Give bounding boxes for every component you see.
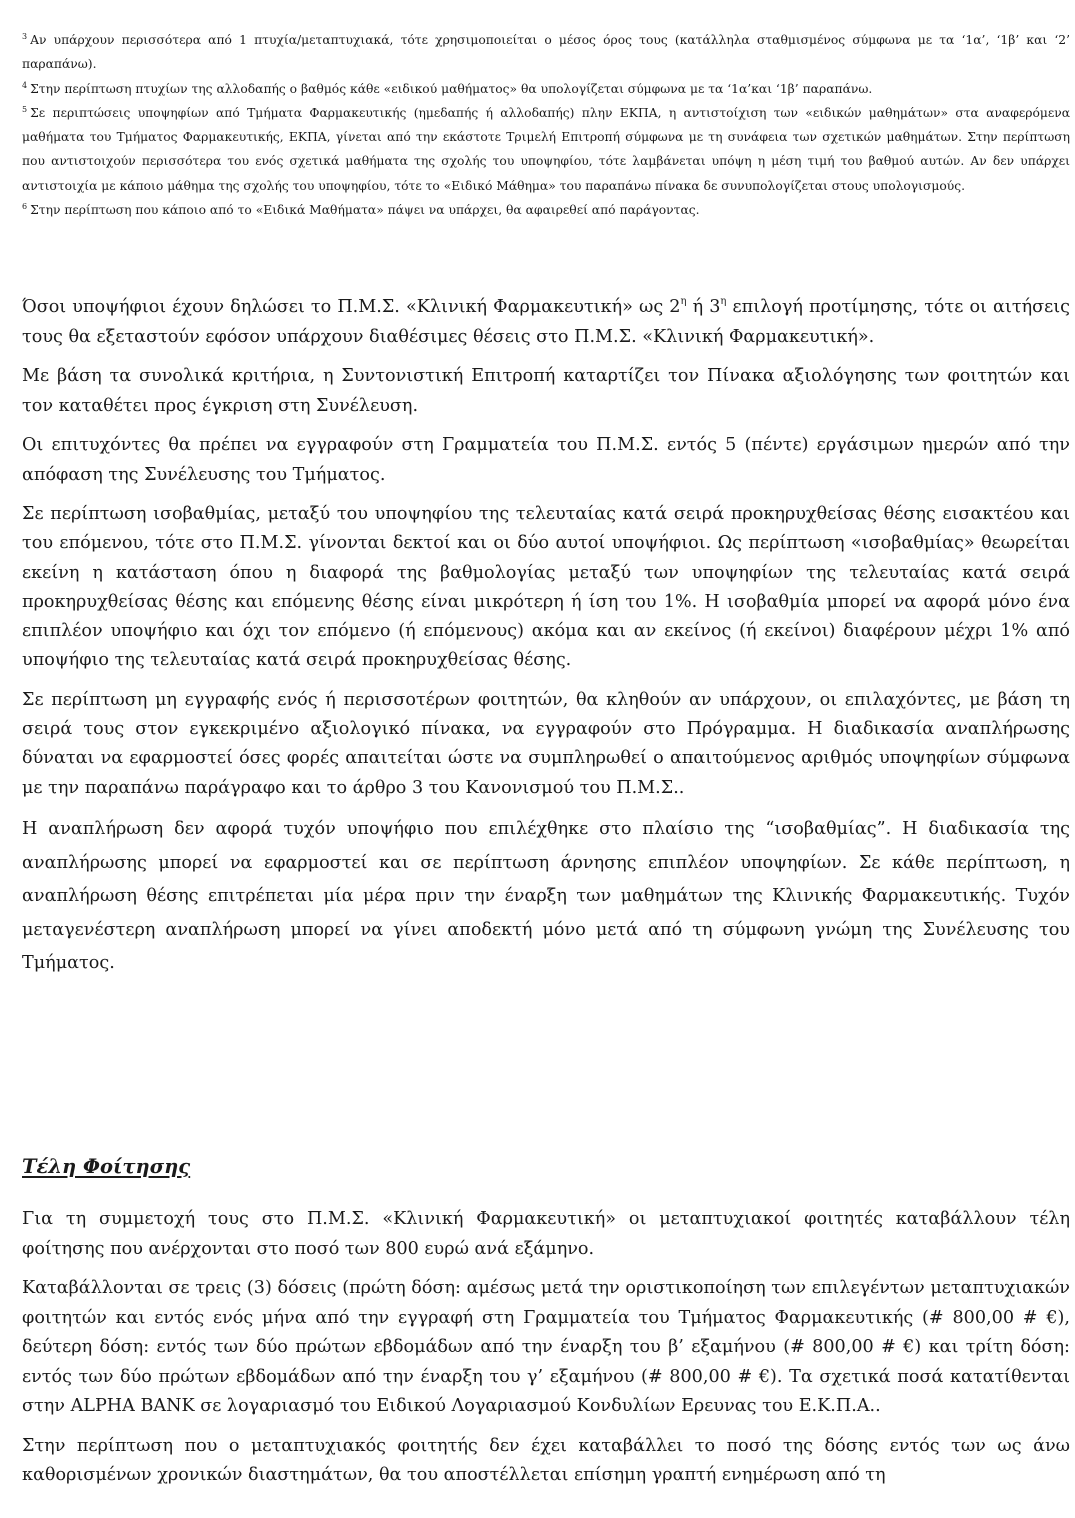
paragraph-tie: Σε περίπτωση ισοβαθμίας, μεταξύ του υποψηφίου της τελευταίας κατά σειρά προκηρυχθείσας θέσης εισακτέου και του επόμενου, τότε στο Π.Μ.Σ. γίνονται δεκτοί και οι δύο αυτοί υποψήφιοι. Ως περίπτωση «ισοβαθμίας» θεωρείται εκείνη η κατάσταση όπου η διαφορά της βαθμολογίας μεταξύ των υποψηφίων της τελευταίας κατά σειρά προκηρυχθείσας θέσης και επόμενης θέσης είναι μικρότερη ή ίση του 1%. Η ισοβαθμία μπορεί να αφορά μόνο ένα επιπλέον υποψήφιο και όχι τον επόμενο (ή επόμενους) ακόμα και αν εκείνος (ή εκείνοι) διαφέρουν μέχρι 1% από υποψήφιο της τελευταίας κατά σειρά προκηρυχθείσας θέσης.: [22, 504, 1070, 671]
paragraph-fees-installments: Καταβάλλονται σε τρεις (3) δόσεις (πρώτη δόση: αμέσως μετά την οριστικοποίηση των επιλεγέντων μεταπτυχιακών φοιτητών και εντός ενός μήνα από την εγγραφή στη Γραμματεία του Τμήματος Φαρμακευτικής (# 800,00 # €), δεύτερη δόση: εντός των δύο πρώτων εβδομάδων από την έναρξη του β’ εξαμήνου (# 800,00 # €) και τρίτη δόση: εντός των δύο πρώτων εβδομάδων από την έναρξη του γ’ εξαμήνου (# 800,00 # €). Τα σχετικά ποσά κατατίθενται στην ALPHA BANK σε λογαριασμό του Ειδικού Λογαριασμού Κονδυλίων Ερευνας του Ε.Κ.Π.Α..: [22, 1278, 1070, 1416]
footnote-marker: 5: [22, 104, 28, 114]
body-text: [22, 293, 1070, 981]
section-title-tuition-fees: Τέλη Φοίτησης: [22, 1155, 191, 1178]
superscript-eta: η: [720, 296, 727, 307]
paragraph-text: επιλογή προτίμησης, τότε οι αιτήσεις τους θα εξεταστούν εφόσον υπάρχουν διαθέσιμες θέσεις στο Π.Μ.Σ. «Κλινική Φαρμακευτική».: [22, 297, 1070, 347]
paragraph-preference-choices: [22, 293, 1070, 352]
footnote-text: Αν υπάρχουν περισσότερα από 1 πτυχία/μεταπτυχιακά, τότε χρησιμοποιείται ο μέσος όρος τους (κατάλληλα σταθμισμένος σύμφωνα με τα ‘1α’, ‘1β’ και ‘2’ παραπάνω).: [22, 33, 1070, 72]
paragraph-replacement: Η αναπλήρωση δεν αφορά τυχόν υποψήφιο που επιλέχθηκε στο πλαίσιο της “ισοβαθμίας”. Η διαδικασία της αναπλήρωσης μπορεί να εφαρμοστεί και σε περίπτωση άρνησης επιπλέον υποψηφίων. Σε κάθε περίπτωση, η αναπλήρωση θέσης επιτρέπεται μία μέρα πριν την έναρξη των μαθημάτων της Κλινικής Φαρμακευτικής. Τυχόν μεταγενέστερη αναπλήρωση μπορεί να γίνει αποδεκτή μόνο μετά από τη σύμφωνη γνώμη της Συνέλευσης του Τμήματος.: [22, 818, 1070, 974]
paragraph-fees-late-payment: Στην περίπτωση που ο μεταπτυχιακός φοιτητής δεν έχει καταβάλλει το ποσό της δόσης εντός των ως άνω καθορισμένων χρονικών διαστημάτων, θα του αποστέλλεται επίσημη γραπτή ενημέρωση από τη: [22, 1435, 1070, 1485]
footnotes: [22, 28, 1070, 222]
paragraph-evaluation-table: Με βάση τα συνολικά κριτήρια, η Συντονιστική Επιτροπή καταρτίζει τον Πίνακα αξιολόγησης των φοιτητών και τον καταθέτει προς έγκριση στη Συνέλευση.: [22, 366, 1070, 416]
footnote-text: Σε περιπτώσεις υποψηφίων από Τμήματα Φαρμακευτικής (ημεδαπής ή αλλοδαπής) πλην ΕΚΠΑ, η αντιστοίχιση των «ειδικών μαθημάτων» στα αναφερόμενα μαθήματα του Τμήματος Φαρμακευτικής, ΕΚΠΑ, γίνεται από την εκάστοτε Τριμελή Επιτροπή σύμφωνα με τη συνάφεια των σχετικών μαθημάτων. Στην περίπτωση που αντιστοιχούν περισσότερα του ενός σχετικά μαθήματα της σχολής του υποψηφίου, τότε λαμβάνεται υπόψη η μέση τιμή του βαθμού αυτών. Αν δεν υπάρχει αντιστοιχία με κάποιο μάθημα της σχολής του υποψηφίου, τότε το «Ειδικό Μάθημα» του παραπάνω πίνακα δε συνυπολογίζεται στους υπολογισμούς.: [22, 105, 1070, 193]
footnote-marker: 4: [22, 80, 28, 90]
footnote-marker: 3: [22, 32, 28, 41]
footnote-marker: 6: [22, 202, 28, 212]
paragraph-registration: Οι επιτυχόντες θα πρέπει να εγγραφούν στη Γραμματεία του Π.Μ.Σ. εντός 5 (πέντε) εργάσιμων ημερών από την απόφαση της Συνέλευσης του Τμήματος.: [22, 435, 1070, 485]
superscript-eta: η: [680, 296, 687, 307]
footnote-3: [22, 28, 1070, 77]
paragraph-text: ή 3: [686, 297, 721, 317]
footnote-6: [22, 198, 1070, 222]
fees-section-text: [22, 1205, 1070, 1501]
footnote-text: Στην περίπτωση που κάποιο από το «Ειδικά Μαθήματα» πάψει να υπάρχει, θα αφαιρεθεί από παράγοντας.: [30, 203, 700, 218]
paragraph-fees-amount: Για τη συμμετοχή τους στο Π.Μ.Σ. «Κλινική Φαρμακευτική» οι μεταπτυχιακοί φοιτητές καταβάλλουν τέλη φοίτησης που ανέρχονται στο ποσό των 800 ευρώ ανά εξάμηνο.: [22, 1209, 1070, 1259]
paragraph-non-registration: Σε περίπτωση μη εγγραφής ενός ή περισσοτέρων φοιτητών, θα κληθούν αν υπάρχουν, οι επιλαχόντες, με βάση τη σειρά τους στον εγκεκριμένο αξιολογικό πίνακα, να εγγραφούν στο Πρόγραμμα. Η διαδικασία αναπλήρωσης δύναται να εφαρμοστεί όσες φορές απαιτείται ώστε να συμπληρωθεί ο απαιτούμενος αριθμός υποψηφίων σύμφωνα με την παραπάνω παράγραφο και το άρθρο 3 του Κανονισμού του Π.Μ.Σ..: [22, 689, 1070, 798]
paragraph-text: Όσοι υποψήφιοι έχουν δηλώσει το Π.Μ.Σ. «Κλινική Φαρμακευτική» ως 2: [22, 297, 681, 317]
footnote-text: Στην περίπτωση πτυχίων της αλλοδαπής ο βαθμός κάθε «ειδικού μαθήματος» θα υπολογίζεται σύμφωνα με τα ‘1α’και ‘1β’ παραπάνω.: [30, 81, 873, 96]
footnote-5: [22, 101, 1070, 198]
footnote-4: [22, 77, 1070, 101]
